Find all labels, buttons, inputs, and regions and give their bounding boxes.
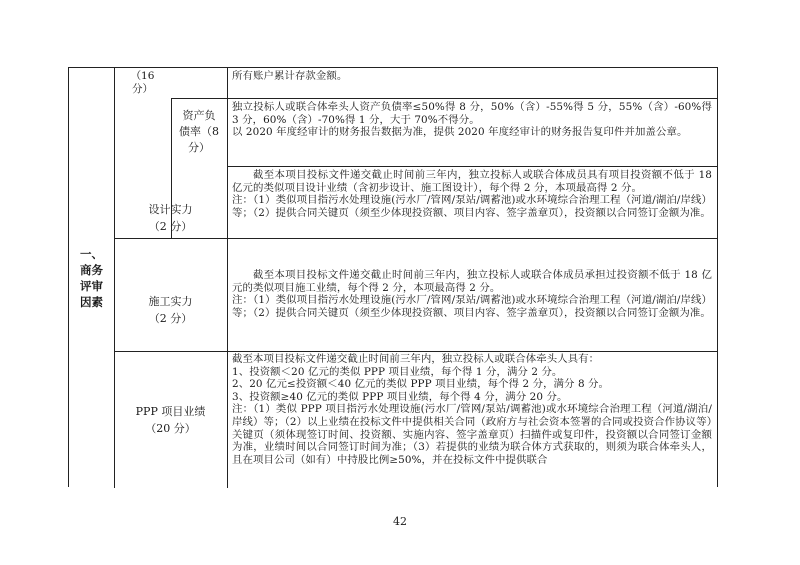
debt-ratio-item-cell — [171, 98, 227, 166]
deposit-criteria-text: 所有账户累计存款金额。 — [232, 70, 348, 82]
ppp-criteria-line: 注：（1）类似 PPP 项目指污水处理设施(污水厂/管网/泵站/调蓄池)或水环境综合治理工程（河道/湖泊/岸线）等；（2）以上业绩在投标文件中提供相关合同（政府方与社会资本签署的合同或投资合作协议等）关键页（须体现签订时间、投资额、实施内容、签字盖章页）扫描件或复印件，投资额以合同签订金额为准，业绩时间以合同签订时间为准；（3）若提供的业绩为联合体方式获取的，则须为联合体牵头人，且在项目公司（如有）中持股比例≥50%，并在投标文件中提供联合 — [232, 403, 712, 466]
ppp-item-label: PPP 项目业绩 （20 分） — [135, 404, 206, 435]
category-label: 一、商务评审因素 — [80, 247, 103, 309]
deposit-criteria-cell — [227, 70, 717, 96]
construction-criteria-line: 截至本项目投标文件递交截止时间前三年内，独立投标人或联合体成员承担过投资额不低于 18 亿元的类似项目施工业绩，每个得 2 分，本项最高得 2 分。 — [232, 269, 712, 294]
ppp-criteria-line: 3、投资额≥40 亿元的类似 PPP 项目业绩，每个得 4 分，满分 20 分。 — [232, 390, 568, 403]
debt-ratio-criteria-line: 以 2020 年度经审计的财务报告数据为准，提供 2020 年度经审计的财务报告复印件并加盖公章。 — [232, 126, 688, 139]
page-number: 42 — [393, 515, 407, 528]
design-item-cell — [114, 166, 227, 167]
construction-criteria-cell — [227, 269, 717, 351]
ppp-criteria-line: 1、投资额＜20 亿元的类似 PPP 项目业绩，每个得 1 分，满分 2 分。 — [232, 365, 563, 378]
construction-item-label: 施工实力 （2 分） — [148, 294, 193, 325]
ppp-criteria-line: 2、20 亿元≤投资额＜40 亿元的类似 PPP 项目业绩，每个得 2 分，满分 8 分。 — [232, 378, 610, 391]
design-criteria-line: 注：（1）类似项目指污水处理设施(污水厂/管网/泵站/调蓄池)或水环境综合治理工程（河道/湖泊/岸线）等；（2）提供合同关键页（须至少体现投资额、项目内容、签字盖章页），投资额以合同签订金额为准。 — [232, 194, 712, 219]
design-item-label-cell — [114, 168, 227, 268]
debt-ratio-criteria-cell — [227, 101, 717, 165]
scoring-table — [68, 67, 718, 487]
category-cell — [69, 68, 114, 488]
deposit-score-cell — [114, 68, 171, 98]
ppp-criteria-cell — [227, 353, 717, 488]
debt-ratio-item-label: 资产负 债率（8 分） — [179, 109, 219, 154]
construction-criteria-line: 注：（1）类似项目指污水处理设施(污水厂/管网/泵站/调蓄池)或水环境综合治理工程（河道/湖泊/岸线）等；（2）提供合同关键页（须至少体现投资额、项目内容、签字盖章页），投资额以合同签订金额为准。 — [232, 294, 712, 319]
design-criteria-line: 截至本项目投标文件递交截止时间前三年内，独立投标人或联合体成员具有项目投资额不低于 18 亿元的类似项目设计业绩（含初步设计、施工图设计），每个得 2 分，本项最高得 2 分。 — [232, 169, 712, 194]
ppp-criteria-line: 截至本项目投标文件递交截止时间前三年内，独立投标人或联合体牵头人具有： — [232, 353, 600, 365]
table-divider — [171, 98, 717, 99]
debt-ratio-criteria-line: 独立投标人或联合体牵头人资产负债率≤50%得 8 分，50%（含）-55%得 5 分，55%（含）-60%得 3 分，60%（含）-70%得 1 分，大于 70%不得分。 — [232, 101, 712, 126]
deposit-score-label: （16 分） — [130, 70, 155, 95]
table-divider — [227, 166, 717, 167]
design-item-label: 设计实力 （2 分） — [148, 203, 193, 233]
ppp-item-cell — [114, 351, 227, 488]
construction-item-cell — [114, 268, 227, 351]
